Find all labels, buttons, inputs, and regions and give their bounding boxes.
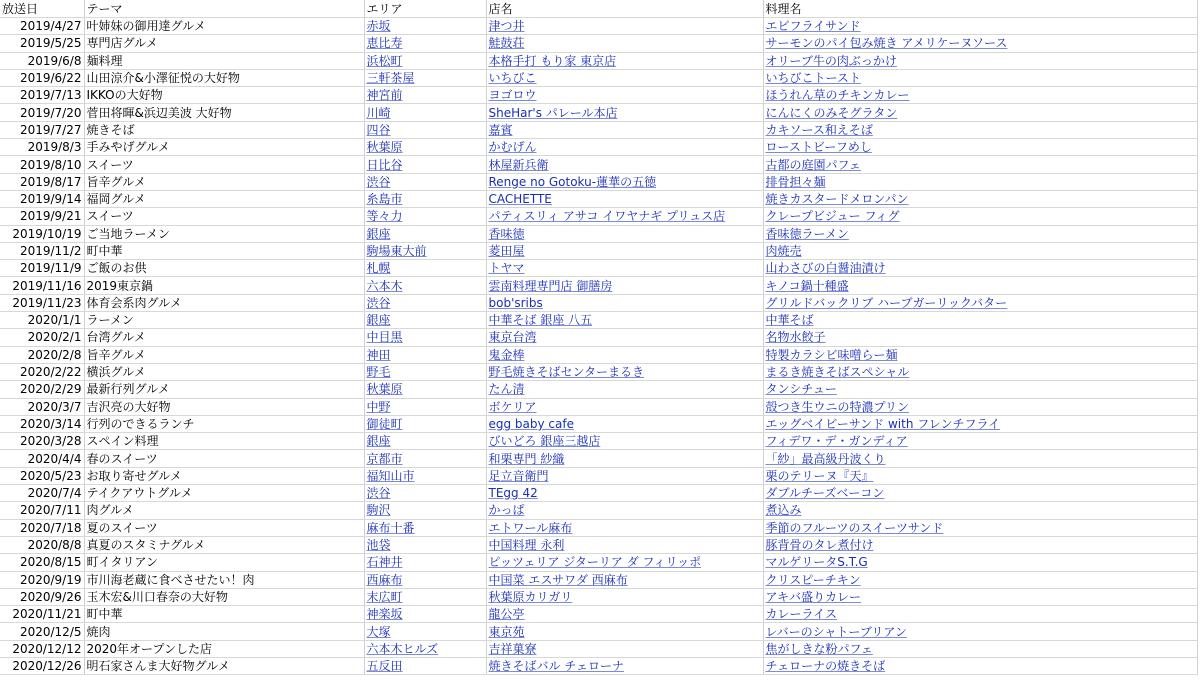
cell-dish[interactable]: 肉焼売	[763, 242, 1197, 259]
table-row	[0, 536, 1197, 553]
cell-dish[interactable]: 煮込み	[763, 502, 1197, 519]
cell-area[interactable]: 福知山市	[364, 467, 486, 484]
cell-area[interactable]: 秋葉原	[364, 381, 486, 398]
table-row	[0, 640, 1197, 657]
cell-dish[interactable]: キノコ鍋十種盛	[763, 277, 1197, 294]
cell-theme: 真夏のスタミナグルメ	[84, 536, 364, 553]
cell-date: 2019/4/27	[0, 18, 84, 35]
cell-dish[interactable]: チェローナの焼きそば	[763, 657, 1197, 674]
table-row	[0, 415, 1197, 432]
cell-theme: ご飯のお供	[84, 260, 364, 277]
table-row	[0, 346, 1197, 363]
cell-shop[interactable]: TEgg 42	[486, 485, 763, 502]
cell-shop[interactable]: 鬼金棒	[486, 346, 763, 363]
cell-date: 2019/9/14	[0, 190, 84, 207]
cell-theme: 市川海老蔵に食べさせたい！肉	[84, 571, 364, 588]
cell-theme: 夏のスイーツ	[84, 519, 364, 536]
cell-shop[interactable]: 本格手打 もり家 東京店	[486, 52, 763, 69]
cell-area[interactable]: 神田	[364, 346, 486, 363]
cell-area[interactable]: 渋谷	[364, 173, 486, 190]
cell-date: 2019/11/23	[0, 294, 84, 311]
cell-shop[interactable]: パティスリィ アサコ イワヤナギ プリュス店	[486, 208, 763, 225]
cell-area[interactable]: 六本木	[364, 277, 486, 294]
cell-date: 2019/8/3	[0, 139, 84, 156]
cell-shop[interactable]: 焼きそばバル チェローナ	[486, 657, 763, 674]
cell-dish[interactable]: 古都の庭園パフェ	[763, 156, 1197, 173]
cell-theme: ご当地ラーメン	[84, 225, 364, 242]
cell-shop[interactable]: 龍公亭	[486, 606, 763, 623]
cell-theme: 旨辛グルメ	[84, 346, 364, 363]
cell-theme: 2020年オープンした店	[84, 640, 364, 657]
cell-area[interactable]: 石神井	[364, 554, 486, 571]
cell-dish[interactable]: エッグベイビーサンド with フレンチフライ	[763, 415, 1197, 432]
cell-dish[interactable]: 中華そば	[763, 312, 1197, 329]
cell-dish[interactable]: フィデワ・デ・ガンディア	[763, 433, 1197, 450]
cell-date: 2019/7/20	[0, 104, 84, 121]
cell-area[interactable]: 赤坂	[364, 18, 486, 35]
cell-dish[interactable]: 豚背骨のタレ煮付け	[763, 536, 1197, 553]
cell-date: 2019/6/8	[0, 52, 84, 69]
cell-area[interactable]: 四谷	[364, 121, 486, 138]
cell-dish[interactable]: アキバ盛りカレー	[763, 588, 1197, 605]
cell-date: 2019/11/16	[0, 277, 84, 294]
cell-dish[interactable]: まるき焼きそばスペシャル	[763, 363, 1197, 380]
table-row	[0, 277, 1197, 294]
cell-shop[interactable]: SheHar's パレール本店	[486, 104, 763, 121]
cell-area[interactable]: 五反田	[364, 657, 486, 674]
cell-theme: 焼きそば	[84, 121, 364, 138]
cell-area[interactable]: 池袋	[364, 536, 486, 553]
cell-dish[interactable]: ローストビーフめし	[763, 139, 1197, 156]
table-row	[0, 398, 1197, 415]
cell-area[interactable]: 大塚	[364, 623, 486, 640]
header-dish[interactable]: 料理名	[763, 0, 1197, 18]
cell-shop[interactable]: 足立音衛門	[486, 467, 763, 484]
cell-theme: 春のスイーツ	[84, 450, 364, 467]
cell-date: 2020/11/21	[0, 606, 84, 623]
cell-dish[interactable]: カレーライス	[763, 606, 1197, 623]
cell-area[interactable]: 銀座	[364, 225, 486, 242]
cell-date: 2020/9/26	[0, 588, 84, 605]
table-row	[0, 554, 1197, 571]
cell-theme: 最新行列グルメ	[84, 381, 364, 398]
cell-date: 2020/2/1	[0, 329, 84, 346]
cell-shop[interactable]: 嘉賓	[486, 121, 763, 138]
cell-date: 2019/7/13	[0, 87, 84, 104]
cell-date: 2019/11/9	[0, 260, 84, 277]
cell-area[interactable]: 六本木ヒルズ	[364, 640, 486, 657]
cell-theme: 旨辛グルメ	[84, 173, 364, 190]
cell-dish[interactable]: 香味徳ラーメン	[763, 225, 1197, 242]
cell-theme: 町イタリアン	[84, 554, 364, 571]
cell-date: 2019/5/25	[0, 35, 84, 52]
cell-shop[interactable]: 林屋新兵衛	[486, 156, 763, 173]
cell-date: 2020/7/18	[0, 519, 84, 536]
cell-shop[interactable]: Renge no Gotoku-蓮華の五徳	[486, 173, 763, 190]
cell-area[interactable]: 麻布十番	[364, 519, 486, 536]
cell-area[interactable]: 神宮前	[364, 87, 486, 104]
table-row	[0, 87, 1197, 104]
table-row	[0, 156, 1197, 173]
cell-date: 2019/11/2	[0, 242, 84, 259]
cell-shop[interactable]: egg baby cafe	[486, 415, 763, 432]
table-row	[0, 225, 1197, 242]
cell-date: 2020/2/8	[0, 346, 84, 363]
cell-shop[interactable]: 菱田屋	[486, 242, 763, 259]
cell-shop[interactable]: ピッツェリア ジターリア ダ フィリッポ	[486, 554, 763, 571]
cell-dish[interactable]: オリーブ牛の肉ぶっかけ	[763, 52, 1197, 69]
cell-dish[interactable]: 殻つき生ウニの特濃プリン	[763, 398, 1197, 415]
table-row	[0, 588, 1197, 605]
cell-theme: スイーツ	[84, 208, 364, 225]
table-row	[0, 485, 1197, 502]
cell-dish[interactable]: 焼きカスタードメロンパン	[763, 190, 1197, 207]
cell-theme: 肉グルメ	[84, 502, 364, 519]
cell-area[interactable]: 渋谷	[364, 294, 486, 311]
cell-area[interactable]: 恵比寿	[364, 35, 486, 52]
cell-date: 2020/2/22	[0, 363, 84, 380]
table-row	[0, 363, 1197, 380]
cell-theme: スペイン料理	[84, 433, 364, 450]
table-row	[0, 450, 1197, 467]
table-row	[0, 35, 1197, 52]
cell-dish[interactable]: ほうれん草のチキンカレー	[763, 87, 1197, 104]
header-date[interactable]: 放送日	[0, 0, 84, 18]
table-row	[0, 312, 1197, 329]
cell-date: 2019/8/10	[0, 156, 84, 173]
cell-shop[interactable]: かっぱ	[486, 502, 763, 519]
cell-date: 2020/12/26	[0, 657, 84, 674]
table-row	[0, 519, 1197, 536]
header-area[interactable]: エリア	[364, 0, 486, 18]
cell-date: 2020/12/12	[0, 640, 84, 657]
cell-dish[interactable]: カキソース和えそば	[763, 121, 1197, 138]
cell-date: 2020/7/4	[0, 485, 84, 502]
cell-dish[interactable]: タンシチュー	[763, 381, 1197, 398]
cell-theme: ラーメン	[84, 312, 364, 329]
cell-area[interactable]: 浜松町	[364, 52, 486, 69]
cell-shop[interactable]: 津つ井	[486, 18, 763, 35]
table-row	[0, 467, 1197, 484]
cell-date: 2020/2/29	[0, 381, 84, 398]
table-row	[0, 623, 1197, 640]
cell-date: 2019/10/19	[0, 225, 84, 242]
cell-area[interactable]: 中野	[364, 398, 486, 415]
cell-shop[interactable]: 中国菜 エスサワダ 西麻布	[486, 571, 763, 588]
cell-dish[interactable]: にんにくのみそグラタン	[763, 104, 1197, 121]
cell-date: 2019/7/27	[0, 121, 84, 138]
cell-date: 2020/1/1	[0, 312, 84, 329]
cell-area[interactable]: 三軒茶屋	[364, 69, 486, 86]
cell-dish[interactable]: グリルドバックリブ ハーブガーリックバター	[763, 294, 1197, 311]
cell-shop[interactable]: 秋葉原カリガリ	[486, 588, 763, 605]
cell-area[interactable]: 渋谷	[364, 485, 486, 502]
cell-area[interactable]: 野毛	[364, 363, 486, 380]
cell-theme: 玉木宏&川口春奈の大好物	[84, 588, 364, 605]
cell-area[interactable]: 御徒町	[364, 415, 486, 432]
cell-date: 2020/5/23	[0, 467, 84, 484]
cell-date: 2020/3/7	[0, 398, 84, 415]
cell-theme: 叶姉妹の御用達グルメ	[84, 18, 364, 35]
table-row	[0, 294, 1197, 311]
cell-theme: 吉沢亮の大好物	[84, 398, 364, 415]
table-body	[0, 18, 1197, 675]
cell-shop[interactable]: 雲南料理専門店 御膳房	[486, 277, 763, 294]
cell-theme: 横浜グルメ	[84, 363, 364, 380]
cell-theme: お取り寄せグルメ	[84, 467, 364, 484]
cell-dish[interactable]: サーモンのパイ包み焼き アメリケーヌソース	[763, 35, 1197, 52]
cell-shop[interactable]: 鮭鼓荘	[486, 35, 763, 52]
table-row	[0, 69, 1197, 86]
cell-date: 2019/8/17	[0, 173, 84, 190]
cell-shop[interactable]: ヨゴロウ	[486, 87, 763, 104]
cell-dish[interactable]: 季節のフルーツのスイーツサンド	[763, 519, 1197, 536]
cell-dish[interactable]: 名物水餃子	[763, 329, 1197, 346]
cell-area[interactable]: 中目黒	[364, 329, 486, 346]
cell-theme: テイクアウトグルメ	[84, 485, 364, 502]
cell-date: 2020/3/14	[0, 415, 84, 432]
table-row	[0, 260, 1197, 277]
table-row	[0, 173, 1197, 190]
table-row	[0, 657, 1197, 674]
table-row	[0, 190, 1197, 207]
cell-shop[interactable]: ボケリア	[486, 398, 763, 415]
cell-shop[interactable]: エトワール麻布	[486, 519, 763, 536]
cell-area[interactable]: 末広町	[364, 588, 486, 605]
cell-theme: 山田涼介&小澤征悦の大好物	[84, 69, 364, 86]
cell-shop[interactable]: たん清	[486, 381, 763, 398]
cell-area[interactable]: 川崎	[364, 104, 486, 121]
cell-date: 2020/12/5	[0, 623, 84, 640]
cell-shop[interactable]: CACHETTE	[486, 190, 763, 207]
cell-theme: 専門店グルメ	[84, 35, 364, 52]
cell-dish[interactable]: マルゲリータS.T.G	[763, 554, 1197, 571]
cell-area[interactable]: 駒場東大前	[364, 242, 486, 259]
table-row	[0, 571, 1197, 588]
cell-theme: 福岡グルメ	[84, 190, 364, 207]
cell-date: 2019/9/21	[0, 208, 84, 225]
table-row	[0, 606, 1197, 623]
table-row	[0, 329, 1197, 346]
cell-shop[interactable]: 中華そば 銀座 八五	[486, 312, 763, 329]
cell-theme: IKKOの大好物	[84, 87, 364, 104]
cell-shop[interactable]: 和栗専門 紗織	[486, 450, 763, 467]
cell-area[interactable]: 札幌	[364, 260, 486, 277]
cell-shop[interactable]: 中国料理 永利	[486, 536, 763, 553]
cell-theme: 体育会系肉グルメ	[84, 294, 364, 311]
cell-theme: 手みやげグルメ	[84, 139, 364, 156]
table-row	[0, 52, 1197, 69]
table-row	[0, 104, 1197, 121]
cell-date: 2020/3/28	[0, 433, 84, 450]
table-row	[0, 139, 1197, 156]
table-row	[0, 381, 1197, 398]
cell-theme: 町中華	[84, 242, 364, 259]
cell-area[interactable]: 駒沢	[364, 502, 486, 519]
header-shop[interactable]: 店名	[486, 0, 763, 18]
cell-area[interactable]: 西麻布	[364, 571, 486, 588]
table-row	[0, 208, 1197, 225]
cell-theme: 行列のできるランチ	[84, 415, 364, 432]
table-row	[0, 121, 1197, 138]
cell-shop[interactable]: 東京苑	[486, 623, 763, 640]
cell-shop[interactable]: いちびこ	[486, 69, 763, 86]
cell-area[interactable]: 等々力	[364, 208, 486, 225]
cell-dish[interactable]: ダブルチーズベーコン	[763, 485, 1197, 502]
cell-theme: スイーツ	[84, 156, 364, 173]
cell-theme: 焼肉	[84, 623, 364, 640]
cell-shop[interactable]: 吉祥菓寮	[486, 640, 763, 657]
cell-shop[interactable]: 東京台湾	[486, 329, 763, 346]
header-row	[0, 0, 1197, 18]
cell-theme: 町中華	[84, 606, 364, 623]
cell-theme: 菅田将暉&浜辺美波 大好物	[84, 104, 364, 121]
cell-dish[interactable]: エビフライサンド	[763, 18, 1197, 35]
cell-shop[interactable]: びいどろ 銀座三越店	[486, 433, 763, 450]
cell-theme: 2019東京鍋	[84, 277, 364, 294]
cell-dish[interactable]: クレープビジュー フィグ	[763, 208, 1197, 225]
cell-shop[interactable]: トヤマ	[486, 260, 763, 277]
table-row	[0, 502, 1197, 519]
cell-shop[interactable]: 野毛焼きそばセンターまるき	[486, 363, 763, 380]
cell-dish[interactable]: 排骨担々麺	[763, 173, 1197, 190]
cell-dish[interactable]: 山わさびの白醤油漬け	[763, 260, 1197, 277]
cell-dish[interactable]: 焦がしきな粉パフェ	[763, 640, 1197, 657]
cell-area[interactable]: 京都市	[364, 450, 486, 467]
cell-date: 2020/8/8	[0, 536, 84, 553]
cell-dish[interactable]: 栗のテリーヌ『天』	[763, 467, 1197, 484]
cell-dish[interactable]: レバーのシャトーブリアン	[763, 623, 1197, 640]
cell-date: 2020/4/4	[0, 450, 84, 467]
cell-shop[interactable]: かむげん	[486, 139, 763, 156]
cell-area[interactable]: 秋葉原	[364, 139, 486, 156]
cell-shop[interactable]: 香味徳	[486, 225, 763, 242]
cell-shop[interactable]: bob'sribs	[486, 294, 763, 311]
cell-theme: 麺料理	[84, 52, 364, 69]
cell-dish[interactable]: 「紗」最高級丹波くり	[763, 450, 1197, 467]
cell-dish[interactable]: クリスピーチキン	[763, 571, 1197, 588]
cell-area[interactable]: 糸島市	[364, 190, 486, 207]
cell-theme: 明石家さんま大好物グルメ	[84, 657, 364, 674]
cell-date: 2020/9/19	[0, 571, 84, 588]
cell-dish[interactable]: 特製カラシビ味噌らー麺	[763, 346, 1197, 363]
cell-area[interactable]: 銀座	[364, 312, 486, 329]
table-row	[0, 433, 1197, 450]
cell-area[interactable]: 銀座	[364, 433, 486, 450]
cell-dish[interactable]: いちびこトースト	[763, 69, 1197, 86]
cell-area[interactable]: 日比谷	[364, 156, 486, 173]
header-theme[interactable]: テーマ	[84, 0, 364, 18]
cell-date: 2020/7/11	[0, 502, 84, 519]
cell-date: 2020/8/15	[0, 554, 84, 571]
cell-theme: 台湾グルメ	[84, 329, 364, 346]
table-row	[0, 242, 1197, 259]
cell-area[interactable]: 神楽坂	[364, 606, 486, 623]
table-row	[0, 18, 1197, 35]
cell-date: 2019/6/22	[0, 69, 84, 86]
